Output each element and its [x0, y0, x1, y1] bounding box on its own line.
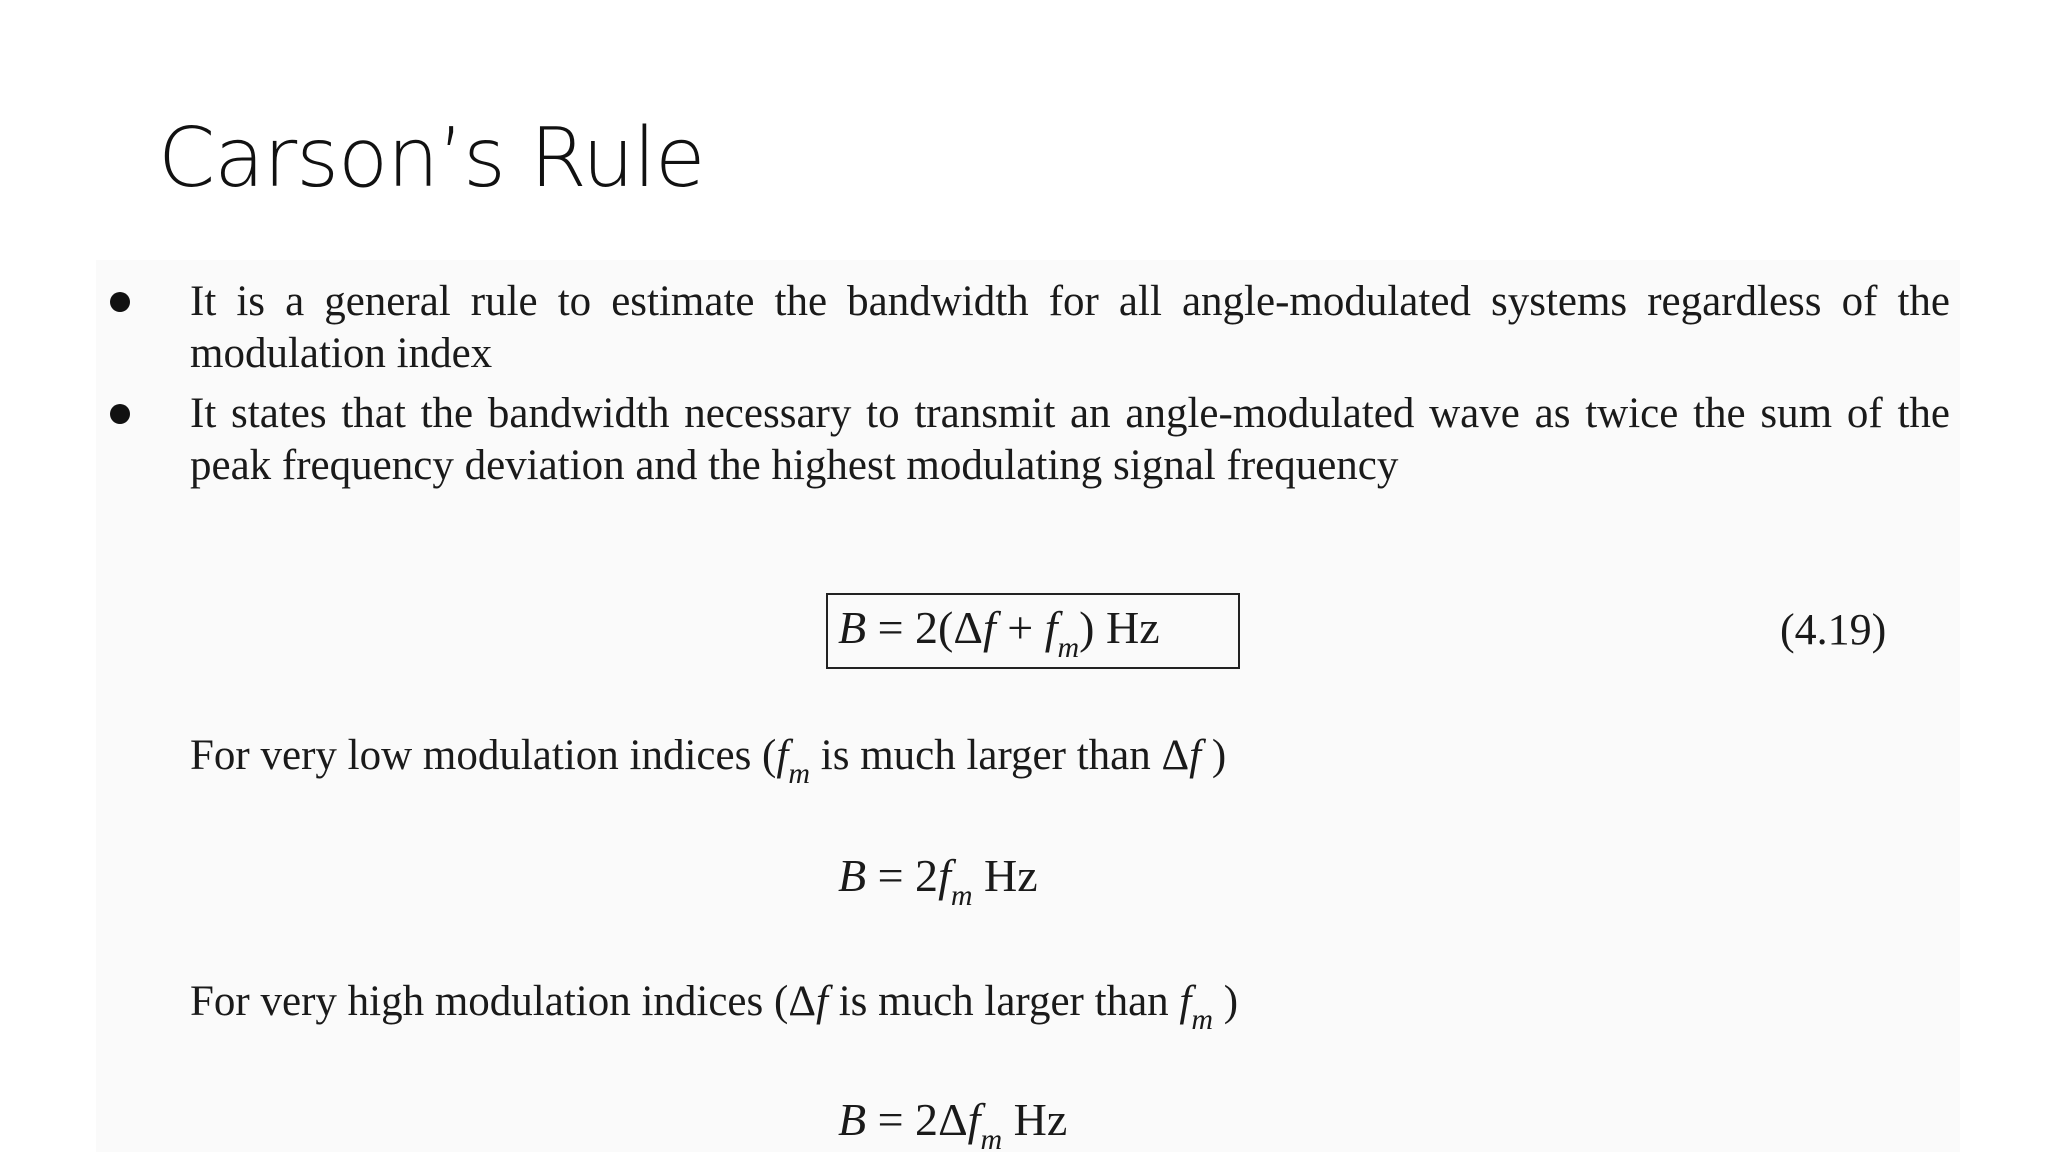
eq-delta: Δ: [938, 1094, 968, 1145]
eq-subscript: m: [950, 879, 973, 912]
eq-unit: ) Hz: [1079, 602, 1160, 653]
eq-subscript: m: [980, 1123, 1003, 1156]
text-segment: For very low modulation indices (: [190, 732, 777, 779]
eq-delta: Δ: [953, 602, 983, 653]
text-segment: ): [1201, 732, 1227, 779]
eq-unit: Hz: [972, 850, 1038, 901]
eq-delta: Δ: [1161, 732, 1190, 779]
eq-subscript: m: [788, 757, 811, 790]
low-index-text: [190, 730, 1227, 790]
eq-text: = 2: [866, 850, 939, 901]
text-segment: ): [1213, 978, 1239, 1025]
eq-symbol-b: B: [838, 850, 867, 901]
eq-symbol-f: f: [815, 978, 828, 1025]
eq-symbol-f: f: [1189, 732, 1202, 779]
eq-subscript: m: [1191, 1003, 1214, 1036]
high-index-text: [190, 976, 1239, 1036]
eq-text: = 2(: [866, 602, 954, 653]
eq-plus: +: [995, 602, 1045, 653]
text-segment: For very high modulation indices (: [190, 978, 789, 1025]
bullet-dot: [110, 292, 130, 312]
eq-text: = 2: [866, 1094, 939, 1145]
eq-symbol-f: f: [1179, 978, 1192, 1025]
bullet-text-2: It states that the bandwidth necessary to transmit an angle-modulated wave as twice the sum of the peak frequency deviation and the highest modulating signal frequency: [190, 390, 1950, 489]
slide-title: Carson’s Rule: [158, 111, 705, 206]
eq-delta: Δ: [788, 978, 816, 1025]
bullet-dot: [110, 404, 130, 424]
eq-symbol-f: f: [982, 602, 996, 653]
eq-symbol-b: B: [838, 602, 867, 653]
equation-low-index: [838, 846, 1038, 912]
equation-carson: [838, 598, 1160, 664]
eq-symbol-f: f: [1044, 602, 1058, 653]
eq-unit: Hz: [1002, 1094, 1068, 1145]
text-segment: is much larger than: [810, 732, 1162, 779]
equation-number: (4.19): [1780, 605, 1887, 654]
eq-symbol-f: f: [776, 732, 789, 779]
text-segment: is much larger than: [827, 978, 1180, 1025]
eq-symbol-f: f: [938, 850, 951, 901]
bullet-text-1: It is a general rule to estimate the bandwidth for all angle-modulated systems regardless of the modulation index: [190, 278, 1950, 377]
eq-symbol-f: f: [967, 1094, 981, 1145]
eq-symbol-b: B: [838, 1094, 867, 1145]
eq-subscript: m: [1057, 631, 1080, 664]
equation-high-index: [838, 1090, 1067, 1156]
